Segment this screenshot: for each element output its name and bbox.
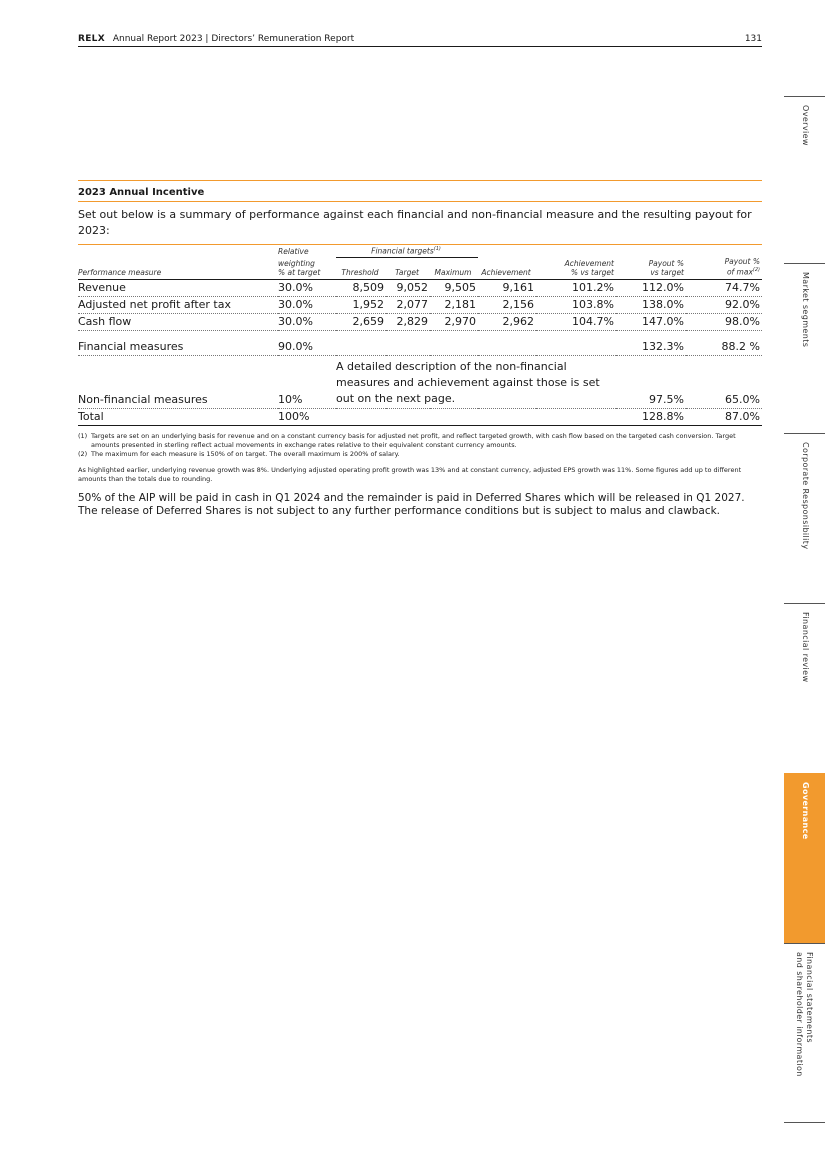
tab-label: Governance	[801, 782, 810, 840]
weighting: 100%	[278, 408, 336, 425]
table-header-row	[78, 257, 762, 279]
table-group-header-row	[78, 245, 762, 258]
achievement: 2,962	[478, 313, 536, 330]
achievement-vs-target: 101.2%	[536, 279, 616, 296]
tab-market-segments[interactable]	[784, 263, 825, 433]
maximum: 2,181	[430, 296, 478, 313]
tab-label: Overview	[801, 105, 810, 146]
growth-note: As highlighted earlier, underlying revenue growth was 8%. Underlying adjusted operating profit growth was 13% and at constant currency, adjusted EPS growth was 11%. Some figures add up to different amounts than the totals due to rounding.	[78, 465, 742, 483]
payout-vs-target: 97.5%	[616, 355, 686, 408]
tab-label: Market segments	[801, 272, 810, 348]
threshold: 1,952	[336, 296, 386, 313]
col-threshold: Threshold	[341, 267, 379, 277]
tab-label: Financial review	[801, 612, 810, 683]
maximum: 2,970	[430, 313, 478, 330]
performance-table	[78, 244, 762, 426]
payout-vs-target: 112.0%	[616, 279, 686, 296]
payout-of-max: 98.0%	[686, 313, 762, 330]
table-row-adjusted-net-profit	[78, 296, 762, 313]
tab-overview[interactable]	[784, 96, 825, 263]
col-payout-vs-target: Payout % vs target	[648, 258, 684, 277]
col-weighting: weighting % at target	[278, 258, 321, 277]
achievement: 2,156	[478, 296, 536, 313]
col-achievement: Achievement	[481, 267, 531, 277]
report-title: Annual Report 2023 | Directors’ Remuneration Report	[112, 34, 355, 44]
weighting: 90.0%	[278, 339, 336, 356]
weighting: 30.0%	[278, 313, 336, 330]
table-row-revenue	[78, 279, 762, 296]
target: 9,052	[386, 279, 430, 296]
page-number: 131	[744, 34, 762, 44]
tab-corporate-responsibility[interactable]	[784, 433, 825, 603]
achievement: 9,161	[478, 279, 536, 296]
financial-targets-header: Financial targets$^{(1)}$	[336, 245, 478, 258]
tab-financial-review[interactable]	[784, 603, 825, 773]
measure-name: Revenue	[78, 279, 278, 296]
measure-name: Total	[78, 408, 278, 425]
threshold: 8,509	[336, 279, 386, 296]
aip-payment-paragraph: 50% of the AIP will be paid in cash in Q1 2024 and the remainder is paid in Deferred Shares which will be released in Q1 2027. The release of Deferred Shares is not subject to any further performance conditions but is subject to malus and clawback.	[78, 491, 745, 517]
target: 2,077	[386, 296, 430, 313]
page-header	[78, 32, 762, 46]
payout-of-max: 88.2 %	[686, 339, 762, 356]
maximum: 9,505	[430, 279, 478, 296]
payout-of-max: 74.7%	[686, 279, 762, 296]
payout-of-max: 65.0%	[686, 355, 762, 408]
table-row-non-financial-measures	[78, 355, 762, 408]
header-divider	[78, 46, 762, 47]
footnote-2: (2) The maximum for each measure is 150% of on target. The overall maximum is 200% of salary.	[78, 449, 400, 458]
achievement-vs-target: 103.8%	[536, 296, 616, 313]
col-target: Target	[395, 267, 419, 277]
payout-of-max: 87.0%	[686, 408, 762, 425]
section-title: 2023 Annual Incentive	[78, 187, 205, 198]
target: 2,829	[386, 313, 430, 330]
payout-vs-target: 128.8%	[616, 408, 686, 425]
weighting: 30.0%	[278, 296, 336, 313]
measure-name: Financial measures	[78, 339, 278, 356]
brand-name: RELX	[78, 34, 105, 44]
col-achievement-vs-target: Achievement % vs target	[564, 258, 614, 277]
non-financial-description: A detailed description of the non-financial measures and achievement against those is set out on the next page.	[336, 355, 616, 408]
table-row-cash-flow	[78, 313, 762, 330]
threshold: 2,659	[336, 313, 386, 330]
measure-name: Non-financial measures	[78, 355, 278, 408]
payout-vs-target: 132.3%	[616, 339, 686, 356]
annual-incentive-section	[78, 180, 762, 518]
tab-label: Corporate Responsibility	[801, 442, 810, 550]
table-row-total	[78, 408, 762, 425]
tab-label: Financial statements and shareholder information	[795, 952, 814, 1077]
measure-name: Cash flow	[78, 313, 278, 330]
section-title-rule	[78, 201, 762, 202]
col-maximum: Maximum	[434, 267, 472, 277]
weighting: 10%	[278, 355, 336, 408]
payout-of-max: 92.0%	[686, 296, 762, 313]
measure-name: Adjusted net profit after tax	[78, 296, 278, 313]
col-weighting-l1: Relative	[278, 245, 336, 258]
payout-vs-target: 138.0%	[616, 296, 686, 313]
col-payout-of-max: Payout % of $\max^{(2)}$	[724, 257, 760, 277]
table-footnotes	[78, 432, 762, 459]
payout-vs-target: 147.0%	[616, 313, 686, 330]
achievement-vs-target: 104.7%	[536, 313, 616, 330]
tab-financial-statements[interactable]	[784, 943, 825, 1123]
tab-governance[interactable]	[784, 773, 825, 943]
weighting: 30.0%	[278, 279, 336, 296]
table-row-financial-measures	[78, 339, 762, 356]
footnote-1: (1) Targets are set on an underlying basis for revenue and on a constant currency basis for adjusted net profit, and reflect targeted growth, with cash flow based on the targeted cash conversion. Target amounts presented in sterling reflect actual movements in exchange rates relative to their equivalent constant currency amounts.	[78, 431, 736, 449]
col-measure: Performance measure	[78, 267, 162, 277]
section-intro: Set out below is a summary of performance against each financial and non-financial measure and the resulting payout for 2023:	[78, 208, 752, 237]
